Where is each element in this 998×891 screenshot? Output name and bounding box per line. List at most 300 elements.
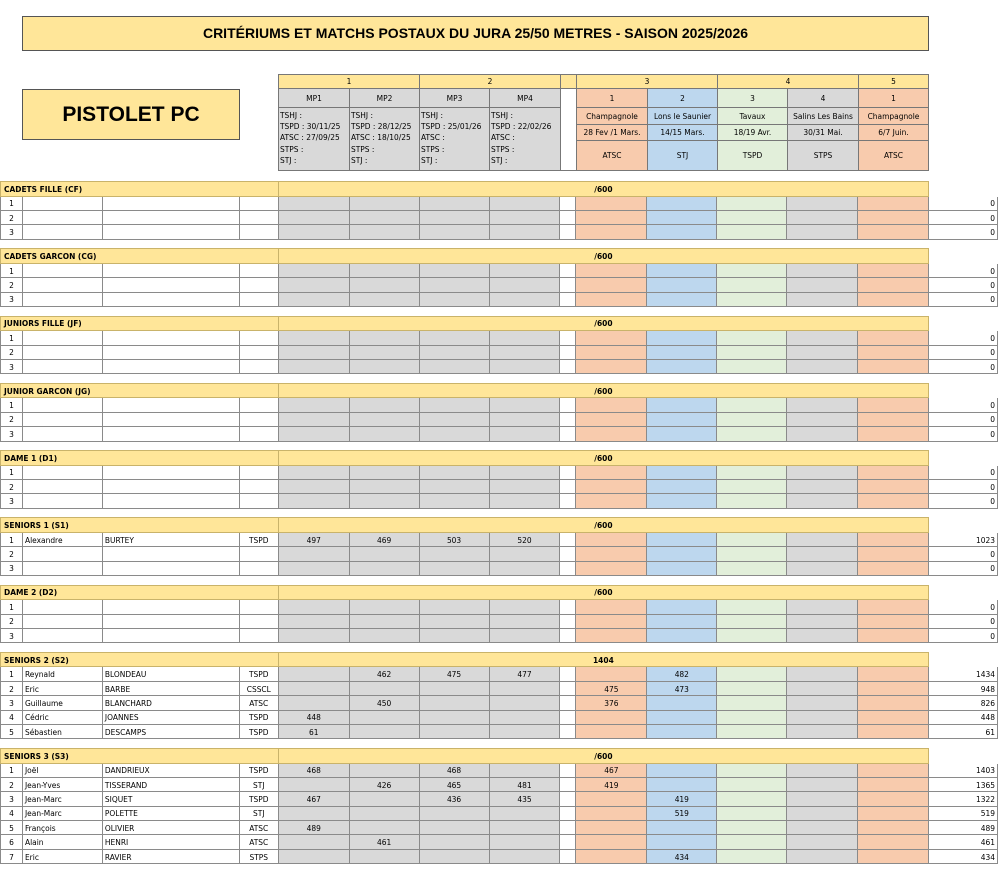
total-cell: 0 [929, 561, 998, 575]
mp-score-cell [278, 412, 349, 426]
stage-score-cell [787, 696, 858, 710]
table-row [1, 561, 998, 575]
club-cell: STJ [239, 777, 278, 791]
first-name-cell [22, 196, 102, 210]
stage-score-cell [717, 532, 787, 546]
section-max-score: /600 [278, 182, 928, 197]
table-row [1, 667, 998, 681]
mp-score-cell [349, 225, 419, 239]
stage-score-cell [576, 667, 647, 681]
table-row [1, 359, 998, 373]
first-name-cell [22, 263, 102, 277]
mp-score-cell [489, 196, 560, 210]
section-max-score: /600 [278, 316, 928, 331]
mp-score-cell [349, 821, 419, 835]
stage-score-cell [576, 345, 647, 359]
total-cell: 0 [929, 210, 998, 224]
stage-score-cell [647, 614, 717, 628]
total-cell: 0 [929, 600, 998, 614]
total-cell: 519 [929, 806, 998, 820]
stage-score-cell [787, 465, 858, 479]
stage-score-cell [787, 806, 858, 820]
stage-score-cell [576, 600, 647, 614]
stage-club: ATSC [576, 140, 648, 171]
mp-score-cell [278, 600, 349, 614]
gap-cell [560, 696, 576, 710]
mp-score-cell [489, 614, 560, 628]
stage-score-cell [576, 278, 647, 292]
club-cell: ATSC [239, 696, 278, 710]
mp-info: TSHJ : TSPD : 22/02/26 ATSC : STPS : STJ : [489, 107, 561, 171]
mp-info: TSHJ : TSPD : 25/01/26 ATSC : STPS : STJ : [419, 107, 490, 171]
club-cell [239, 465, 278, 479]
mp-score-cell [278, 398, 349, 412]
stage-score-cell [858, 398, 929, 412]
stage-score-cell [717, 792, 787, 806]
stage-score-cell [717, 359, 787, 373]
stage-score-cell [858, 792, 929, 806]
mp-score-cell [419, 210, 489, 224]
mp-score-cell [419, 225, 489, 239]
mp-label: MP4 [489, 88, 561, 108]
mp-score-cell [349, 628, 419, 642]
stage-score-cell [787, 331, 858, 345]
first-name-cell: Sébastien [22, 725, 102, 739]
first-name-cell [22, 614, 102, 628]
section-spacer [1, 508, 998, 518]
mp-score-cell [489, 806, 560, 820]
mp-score-cell [489, 427, 560, 441]
stage-score-cell [647, 835, 717, 849]
mp-score-cell [419, 725, 489, 739]
rank-cell: 3 [1, 359, 23, 373]
mp-score-cell [278, 292, 349, 306]
first-name-cell [22, 465, 102, 479]
stage-score-cell [647, 561, 717, 575]
stage-score-cell [717, 561, 787, 575]
stage-score-cell [576, 628, 647, 642]
mp-score-cell [278, 835, 349, 849]
mp-score-cell [349, 681, 419, 695]
gap-cell [560, 600, 576, 614]
gap-cell [560, 667, 576, 681]
mp-score-cell: 467 [278, 792, 349, 806]
mp-label: MP2 [349, 88, 420, 108]
table-row [1, 465, 998, 479]
stage-score-cell [787, 196, 858, 210]
last-name-cell [102, 292, 239, 306]
stage-score-cell [787, 547, 858, 561]
section-header [1, 383, 998, 398]
section-header [1, 585, 998, 600]
stage-score-cell [576, 412, 647, 426]
mp-score-cell [489, 345, 560, 359]
table-row [1, 849, 998, 863]
first-name-cell: François [22, 821, 102, 835]
gap-column [560, 88, 577, 171]
spacer-cell [1, 441, 998, 451]
stage-score-cell [717, 480, 787, 494]
table-row [1, 292, 998, 306]
club-cell [239, 210, 278, 224]
mp-score-cell: 503 [419, 532, 489, 546]
total-cell: 448 [929, 710, 998, 724]
table-row [1, 196, 998, 210]
stage-score-cell [647, 696, 717, 710]
stage-score-cell [647, 600, 717, 614]
table-row [1, 263, 998, 277]
first-name-cell [22, 412, 102, 426]
mp-label: MP3 [419, 88, 490, 108]
section-label: DAME 2 (D2) [1, 585, 279, 600]
stage-score-cell [787, 494, 858, 508]
mp-score-cell: 489 [278, 821, 349, 835]
mp-score-cell: 436 [419, 792, 489, 806]
mp-score-cell [489, 359, 560, 373]
stage-club: TSPD [717, 140, 788, 171]
stage-score-cell [858, 600, 929, 614]
mp-score-cell [489, 547, 560, 561]
rank-cell: 3 [1, 225, 23, 239]
stage-score-cell [647, 547, 717, 561]
stage-date: 6/7 Juin. [858, 124, 929, 141]
stage-place: Champagnole [576, 107, 648, 125]
club-cell [239, 278, 278, 292]
first-name-cell [22, 210, 102, 224]
mp-score-cell [278, 561, 349, 575]
mp-score-cell: 469 [349, 532, 419, 546]
mp-score-cell: 448 [278, 710, 349, 724]
results-table [0, 181, 998, 864]
stage-score-cell [858, 263, 929, 277]
section-max-score: /600 [278, 451, 928, 466]
mp-score-cell [419, 806, 489, 820]
mp-score-cell [489, 398, 560, 412]
section-header-end [929, 585, 998, 600]
mp-score-cell: 477 [489, 667, 560, 681]
gap-cell [560, 331, 576, 345]
total-cell: 0 [929, 614, 998, 628]
mp-score-cell [349, 480, 419, 494]
stage-score-cell [576, 806, 647, 820]
first-name-cell [22, 600, 102, 614]
rank-cell: 4 [1, 806, 23, 820]
mp-score-cell [278, 547, 349, 561]
club-cell: STPS [239, 849, 278, 863]
club-cell: STJ [239, 806, 278, 820]
last-name-cell [102, 614, 239, 628]
stage-score-cell [717, 292, 787, 306]
mp-score-cell [419, 345, 489, 359]
stage-place: Salins Les Bains [787, 107, 859, 125]
table-row [1, 835, 998, 849]
stage-score-cell [858, 532, 929, 546]
mp-score-cell: 520 [489, 532, 560, 546]
stage-score-cell [717, 225, 787, 239]
stage-score-cell [576, 398, 647, 412]
club-cell: TSPD [239, 710, 278, 724]
stage-score-cell [858, 681, 929, 695]
club-cell [239, 547, 278, 561]
mp-score-cell: 450 [349, 696, 419, 710]
mp-score-cell: 435 [489, 792, 560, 806]
stage-number: 1 [576, 88, 648, 108]
rank-cell: 2 [1, 777, 23, 791]
mp-score-cell [278, 465, 349, 479]
last-name-cell [102, 196, 239, 210]
last-name-cell [102, 331, 239, 345]
stage-score-cell [787, 681, 858, 695]
rank-cell: 2 [1, 278, 23, 292]
gap-cell [560, 806, 576, 820]
last-name-cell [102, 210, 239, 224]
total-cell: 461 [929, 835, 998, 849]
total-cell: 0 [929, 278, 998, 292]
mp-score-cell [349, 427, 419, 441]
stage-score-cell [647, 427, 717, 441]
stage-score-cell [858, 849, 929, 863]
table-row [1, 427, 998, 441]
mp-score-cell [489, 763, 560, 777]
mp-score-cell [349, 359, 419, 373]
mp-score-cell: 465 [419, 777, 489, 791]
total-cell: 826 [929, 696, 998, 710]
club-cell [239, 196, 278, 210]
table-row [1, 777, 998, 791]
last-name-cell [102, 412, 239, 426]
first-name-cell: Jean-Marc [22, 792, 102, 806]
club-cell: ATSC [239, 835, 278, 849]
stage-score-cell [858, 667, 929, 681]
mp-score-cell [419, 494, 489, 508]
total-cell: 1322 [929, 792, 998, 806]
stage-score-cell [647, 532, 717, 546]
stage-score-cell [858, 359, 929, 373]
section-spacer [1, 441, 998, 451]
stage-score-cell [576, 821, 647, 835]
section-spacer [1, 643, 998, 653]
stage-score-cell [858, 835, 929, 849]
total-cell: 1365 [929, 777, 998, 791]
total-cell: 0 [929, 628, 998, 642]
stage-score-cell [787, 763, 858, 777]
spacer-cell [1, 307, 998, 317]
stage-score-cell [717, 196, 787, 210]
mp-score-cell [419, 480, 489, 494]
gap-cell [560, 777, 576, 791]
group-gap [560, 74, 577, 89]
club-cell: TSPD [239, 725, 278, 739]
stage-number: 3 [717, 88, 788, 108]
mp-score-cell [278, 667, 349, 681]
last-name-cell: DESCAMPS [102, 725, 239, 739]
rank-cell: 1 [1, 196, 23, 210]
last-name-cell [102, 278, 239, 292]
mp-score-cell [349, 412, 419, 426]
last-name-cell [102, 359, 239, 373]
mp-score-cell [349, 547, 419, 561]
stage-score-cell [647, 710, 717, 724]
club-cell: ATSC [239, 821, 278, 835]
spacer-cell [1, 643, 998, 653]
section-header-end [929, 383, 998, 398]
stage-score-cell [787, 600, 858, 614]
first-name-cell [22, 225, 102, 239]
stage-score-cell [717, 614, 787, 628]
stage-score-cell [576, 196, 647, 210]
total-cell: 948 [929, 681, 998, 695]
section-max-score: /600 [278, 249, 928, 264]
stage-date: 18/19 Avr. [717, 124, 788, 141]
mp-score-cell [419, 696, 489, 710]
club-cell [239, 263, 278, 277]
stage-score-cell [647, 210, 717, 224]
group-header-3: 3 [576, 74, 718, 89]
mp-info: TSHJ : TSPD : 30/11/25 ATSC : 27/09/25 STPS : STJ : [278, 107, 350, 171]
mp-score-cell [278, 681, 349, 695]
stage-score-cell [787, 667, 858, 681]
stage-score-cell [717, 849, 787, 863]
table-row [1, 600, 998, 614]
last-name-cell: BARBE [102, 681, 239, 695]
section-spacer [1, 307, 998, 317]
mp-score-cell [349, 614, 419, 628]
stage-date: 28 Fev /1 Mars. [576, 124, 648, 141]
stage-score-cell: 482 [647, 667, 717, 681]
rank-cell: 3 [1, 561, 23, 575]
club-cell [239, 600, 278, 614]
mp-score-cell [278, 278, 349, 292]
stage-score-cell [576, 210, 647, 224]
stage-score-cell [717, 278, 787, 292]
stage-score-cell [717, 806, 787, 820]
club-cell [239, 412, 278, 426]
mp-score-cell [278, 480, 349, 494]
mp-score-cell [349, 398, 419, 412]
table-row [1, 331, 998, 345]
stage-score-cell [576, 225, 647, 239]
stage-score-cell [858, 628, 929, 642]
mp-score-cell [489, 628, 560, 642]
gap-cell [560, 628, 576, 642]
gap-cell [560, 412, 576, 426]
rank-cell: 3 [1, 696, 23, 710]
mp-score-cell [278, 494, 349, 508]
stage-score-cell [858, 210, 929, 224]
club-cell [239, 628, 278, 642]
total-cell: 489 [929, 821, 998, 835]
section-header-end [929, 316, 998, 331]
first-name-cell [22, 480, 102, 494]
mp-score-cell [278, 427, 349, 441]
last-name-cell [102, 628, 239, 642]
gap-cell [560, 480, 576, 494]
table-row [1, 278, 998, 292]
section-header-end [929, 652, 998, 667]
section-header [1, 316, 998, 331]
section-spacer [1, 576, 998, 586]
club-cell [239, 331, 278, 345]
gap-cell [560, 547, 576, 561]
section-label: CADETS GARCON (CG) [1, 249, 279, 264]
table-row [1, 225, 998, 239]
section-label: JUNIOR GARCON (JG) [1, 383, 279, 398]
mp-score-cell [489, 412, 560, 426]
mp-score-cell [278, 345, 349, 359]
last-name-cell: DANDRIEUX [102, 763, 239, 777]
mp-score-cell [349, 763, 419, 777]
gap-cell [560, 345, 576, 359]
last-name-cell [102, 561, 239, 575]
total-cell: 0 [929, 465, 998, 479]
stage-score-cell [647, 331, 717, 345]
stage-score-cell [858, 763, 929, 777]
gap-cell [560, 465, 576, 479]
mp-score-cell [489, 681, 560, 695]
club-cell [239, 225, 278, 239]
mp-score-cell: 426 [349, 777, 419, 791]
rank-cell: 5 [1, 821, 23, 835]
table-row [1, 210, 998, 224]
stage-score-cell [576, 465, 647, 479]
section-label: CADETS FILLE (CF) [1, 182, 279, 197]
mp-score-cell [489, 331, 560, 345]
stage-score-cell [576, 725, 647, 739]
gap-cell [560, 532, 576, 546]
mp-info: TSHJ : TSPD : 28/12/25 ATSC : 18/10/25 STPS : STJ : [349, 107, 420, 171]
first-name-cell [22, 398, 102, 412]
stage-score-cell [787, 480, 858, 494]
mp-score-cell [278, 331, 349, 345]
mp-score-cell [349, 278, 419, 292]
total-cell: 0 [929, 398, 998, 412]
mp-label: MP1 [278, 88, 350, 108]
rank-cell: 3 [1, 494, 23, 508]
stage-score-cell [717, 547, 787, 561]
stage-score-cell [858, 427, 929, 441]
stage-score-cell [787, 278, 858, 292]
stage-score-cell [647, 292, 717, 306]
total-cell: 0 [929, 494, 998, 508]
mp-score-cell [419, 681, 489, 695]
table-row [1, 532, 998, 546]
total-cell: 0 [929, 345, 998, 359]
mp-score-cell [419, 849, 489, 863]
first-name-cell: Cédric [22, 710, 102, 724]
group-header-4: 4 [717, 74, 859, 89]
first-name-cell: Alain [22, 835, 102, 849]
mp-score-cell [489, 821, 560, 835]
section-max-score: /600 [278, 518, 928, 533]
gap-cell [560, 398, 576, 412]
mp-score-cell [489, 725, 560, 739]
mp-score-cell [419, 614, 489, 628]
section-label: SENIORS 2 (S2) [1, 652, 279, 667]
gap-cell [560, 849, 576, 863]
table-row [1, 806, 998, 820]
mp-score-cell [349, 494, 419, 508]
gap-cell [560, 710, 576, 724]
first-name-cell [22, 345, 102, 359]
stage-score-cell [647, 398, 717, 412]
first-name-cell: Guillaume [22, 696, 102, 710]
mp-score-cell [349, 210, 419, 224]
mp-score-cell [419, 600, 489, 614]
table-row [1, 696, 998, 710]
rank-cell: 1 [1, 600, 23, 614]
mp-score-cell [419, 398, 489, 412]
stage-score-cell: 434 [647, 849, 717, 863]
